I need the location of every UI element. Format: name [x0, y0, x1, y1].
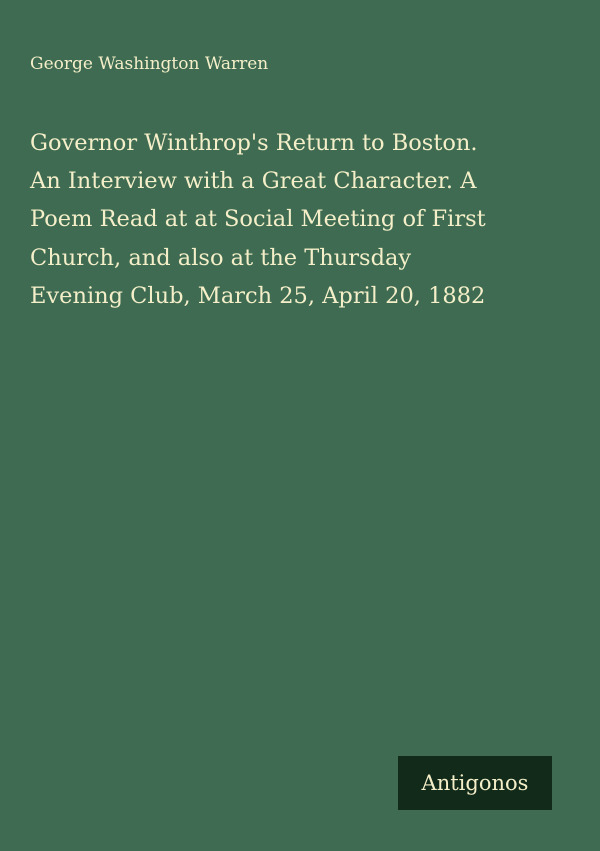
book-title: [30, 124, 575, 315]
author-name: George Washington Warren: [30, 54, 269, 74]
title-line: Governor Winthrop's Return to Boston.: [30, 130, 478, 156]
publisher-badge: [398, 756, 552, 810]
title-line: Evening Club, March 25, April 20, 1882: [30, 282, 486, 309]
title-line: Poem Read at at Social Meeting of First: [30, 206, 486, 233]
publisher-name: Antigonos: [421, 771, 529, 795]
title-line: An Interview with a Great Character. A: [30, 168, 477, 195]
title-line: Church, and also at the Thursday: [30, 244, 412, 271]
